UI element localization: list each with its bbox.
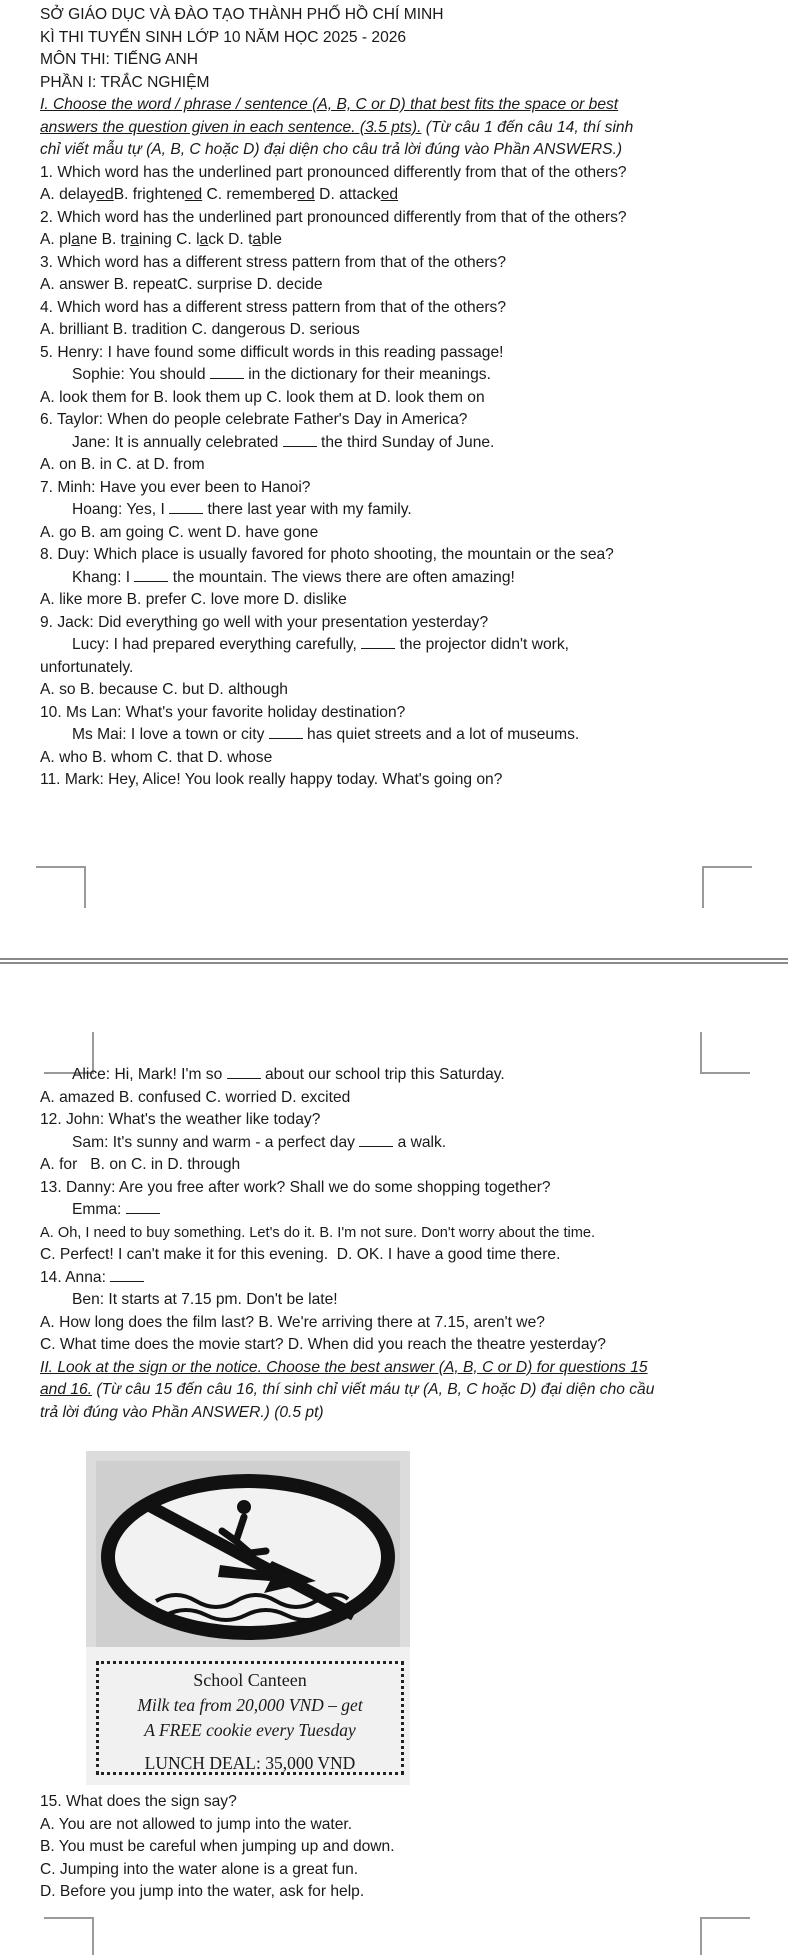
crop-mark xyxy=(702,866,752,908)
question-options: A. plane B. training C. lack D. table xyxy=(40,231,282,248)
question-stem: 13. Danny: Are you free after work? Shall we do some shopping together? xyxy=(40,1178,551,1196)
question-options: C. What time does the movie start? D. When did you reach the theatre yesterday? xyxy=(40,1336,606,1353)
section2-instruction: trả lời đúng vào Phần ANSWER.) (0.5 pt) xyxy=(40,1403,324,1421)
question-options: A. look them for B. look them up C. look them at D. look them on xyxy=(40,388,485,406)
question-stem: 11. Mark: Hey, Alice! You look really happy today. What's going on? xyxy=(40,771,503,788)
question-dialogue: unfortunately. xyxy=(40,658,134,676)
sign-photo xyxy=(86,1451,410,1785)
question-dialogue: Lucy: I had prepared everything carefully, the projector didn't work, xyxy=(72,636,569,653)
question-options: A. who B. whom C. that D. whose xyxy=(40,748,273,766)
question-dialogue: Khang: I the mountain. The views there are often amazing! xyxy=(72,568,515,586)
question-stem: 15. What does the sign say? xyxy=(40,1793,237,1810)
crop-mark xyxy=(700,1917,750,1955)
question-stem: 4. Which word has a different stress pattern from that of the others? xyxy=(40,298,507,316)
question-options: A. delayedB. frightened C. remembered D. attacked xyxy=(40,186,399,203)
header-part: PHẦN I: TRẮC NGHIỆM xyxy=(40,73,210,91)
answer-blank xyxy=(359,1134,393,1147)
no-jumping-sign xyxy=(96,1461,400,1647)
question-dialogue: Ms Mai: I love a town or city has quiet streets and a lot of museums. xyxy=(72,726,580,743)
question-option: C. Jumping into the water alone is a great fun. xyxy=(40,1860,359,1878)
answer-blank xyxy=(110,1269,144,1282)
canteen-notice xyxy=(96,1661,404,1775)
section2-instruction: and 16. (Từ câu 15 đến câu 16, thí sinh chỉ viết máu tự (A, B, C hoặc D) đại diện cho cầu xyxy=(40,1381,655,1398)
question-options: A. for B. on C. in D. through xyxy=(40,1156,241,1173)
question-options: A. so B. because C. but D. although xyxy=(40,681,288,698)
answer-blank xyxy=(134,569,168,582)
question-options: A. Oh, I need to buy something. Let's do it. B. I'm not sure. Don't worry about the time. xyxy=(40,1224,596,1241)
question-stem: 10. Ms Lan: What's your favorite holiday destination? xyxy=(40,703,406,721)
header-subject: MÔN THI: TIẾNG ANH xyxy=(40,51,198,68)
canteen-notice-photo xyxy=(86,1647,410,1785)
question-dialogue: Emma: xyxy=(40,1199,740,1222)
notice-text: A FREE cookie every Tuesday xyxy=(144,1720,356,1740)
question-stem: 2. Which word has the underlined part pronounced differently from that of the others? xyxy=(40,208,627,226)
question-option: B. You must be careful when jumping up and down. xyxy=(40,1838,395,1855)
question-stem: 3. Which word has a different stress pattern from that of the others? xyxy=(40,253,507,271)
question-options: A. answer B. repeatC. surprise D. decide xyxy=(40,276,323,293)
crop-mark xyxy=(36,866,86,908)
answer-blank xyxy=(126,1201,160,1214)
question-stem: 14. Anna: xyxy=(40,1267,740,1290)
section1-instruction: answers the question given in each sentence. (3.5 pts). (Từ câu 1 đến câu 14, thí sinh xyxy=(40,118,634,136)
header-exam: KÌ THI TUYỂN SINH LỚP 10 NĂM HỌC 2025 - 2026 xyxy=(40,28,407,46)
question-stem: 1. Which word has the underlined part pronounced differently from that of the others? xyxy=(40,163,627,181)
question-dialogue: Ben: It starts at 7.15 pm. Don't be late! xyxy=(72,1291,338,1308)
answer-blank xyxy=(269,726,303,739)
notice-deal: LUNCH DEAL: 35,000 VND xyxy=(144,1753,356,1773)
question-options: A. amazed B. confused C. worried D. excited xyxy=(40,1088,351,1106)
header-department: SỞ GIÁO DỤC VÀ ĐÀO TẠO THÀNH PHỐ HỒ CHÍ MINH xyxy=(40,6,444,23)
question-option: A. You are not allowed to jump into the water. xyxy=(40,1815,353,1833)
question-stem: 6. Taylor: When do people celebrate Father's Day in America? xyxy=(40,411,468,428)
question-dialogue: Sam: It's sunny and warm - a perfect day a walk. xyxy=(72,1133,447,1151)
answer-blank xyxy=(210,366,244,379)
answer-blank xyxy=(283,434,317,447)
question-option: D. Before you jump into the water, ask for help. xyxy=(40,1883,365,1900)
page-separator xyxy=(0,958,788,960)
page-gap xyxy=(0,940,788,1022)
answer-blank xyxy=(227,1066,261,1079)
question-dialogue: Alice: Hi, Mark! I'm so about our school trip this Saturday. xyxy=(72,1066,505,1083)
answer-blank xyxy=(361,636,395,649)
question-options: A. like more B. prefer C. love more D. dislike xyxy=(40,591,347,608)
notice-text: Milk tea from 20,000 VND – get xyxy=(137,1695,363,1715)
question-dialogue: Hoang: Yes, I there last year with my family. xyxy=(72,501,412,518)
section1-instruction: I. Choose the word / phrase / sentence (A, B, C or D) that best fits the space or best xyxy=(40,96,619,113)
page-two-content xyxy=(40,1064,740,1424)
question-options: A. brilliant B. tradition C. dangerous D. serious xyxy=(40,321,360,338)
question-stem: 5. Henry: I have found some difficult words in this reading passage! xyxy=(40,343,504,361)
section2-instruction: II. Look at the sign or the notice. Choose the best answer (A, B, C or D) for questions 15 xyxy=(40,1358,648,1376)
answer-blank xyxy=(169,501,203,514)
question-dialogue: Jane: It is annually celebrated the third Sunday of June. xyxy=(72,433,495,451)
question-stem: 12. John: What's the weather like today? xyxy=(40,1111,321,1128)
question-options: A. on B. in C. at D. from xyxy=(40,456,205,473)
question-options: A. How long does the film last? B. We're arriving there at 7.15, aren't we? xyxy=(40,1313,545,1331)
page-one-content xyxy=(40,4,740,792)
question-options: C. Perfect! I can't make it for this evening. D. OK. I have a good time there. xyxy=(40,1246,561,1263)
question-15 xyxy=(40,1791,740,1904)
question-dialogue: Sophie: You should in the dictionary for their meanings. xyxy=(72,366,491,383)
question-stem: 9. Jack: Did everything go well with your presentation yesterday? xyxy=(40,613,489,631)
no-jumping-icon xyxy=(96,1461,400,1647)
crop-mark xyxy=(44,1917,94,1955)
question-stem: 8. Duy: Which place is usually favored for photo shooting, the mountain or the sea? xyxy=(40,546,614,563)
page-separator xyxy=(0,962,788,964)
notice-title: School Canteen xyxy=(193,1670,307,1690)
question-options: A. go B. am going C. went D. have gone xyxy=(40,523,319,541)
question-stem: 7. Minh: Have you ever been to Hanoi? xyxy=(40,478,311,496)
section1-instruction: chỉ viết mẫu tự (A, B, C hoặc D) đại diện cho câu trả lời đúng vào Phần ANSWERS.) xyxy=(40,141,623,158)
